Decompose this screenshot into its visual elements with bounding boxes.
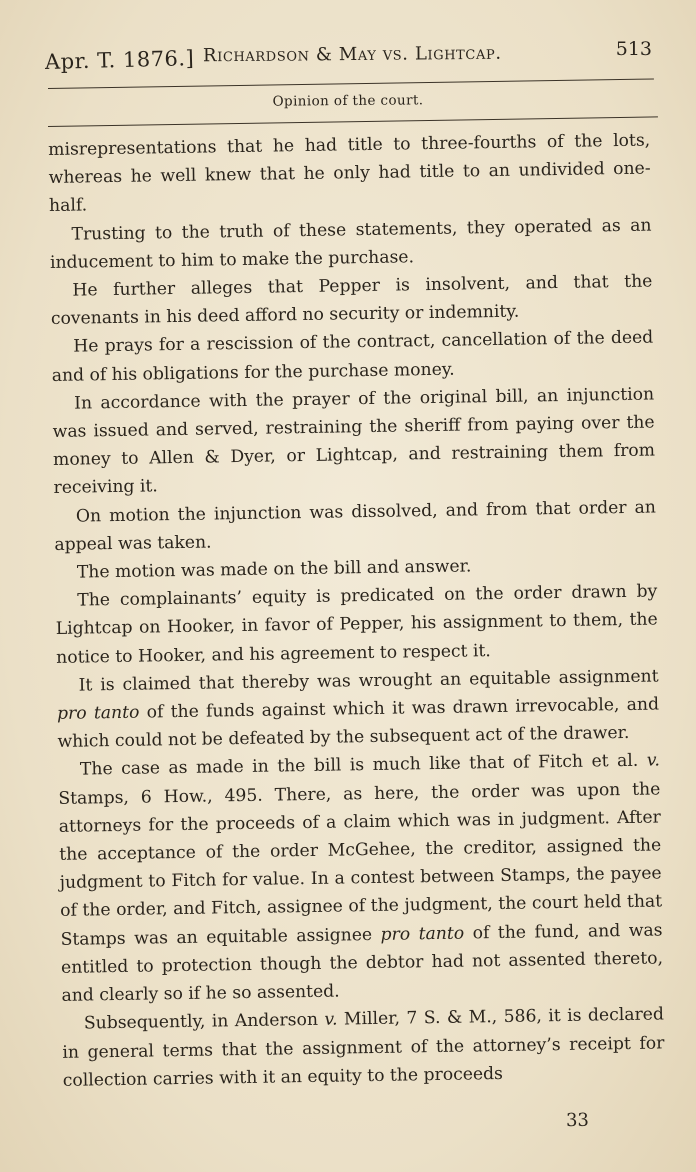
paragraph-text: On motion the injunction was dissolved, and from that order an appeal was taken.: [54, 497, 657, 555]
paragraph-text: He prays for a rescission of the contract, cancellation of the deed and of his obligations for the purchase money.: [51, 327, 654, 386]
paragraph: [49, 211, 652, 277]
paragraph: [48, 127, 651, 221]
paragraph: [51, 324, 654, 390]
paragraph-text: In accordance with the prayer of the original bill, an injunction was issued and served, restraining the sheriff from paying over the money to Allen & Dyer, or Lightcap, and restraining them from receiving it.: [52, 384, 656, 499]
running-header: [40, 38, 656, 78]
paragraph-text: He further alleges that Pepper is insolvent, and that the covenants in his deed afford no security or indemnity.: [50, 271, 653, 330]
opinion-body: [48, 127, 665, 1095]
paragraph-text: Trusting to the truth of these statements, they operated as an inducement to him to make the purchase.: [49, 215, 652, 273]
paragraph: [52, 380, 656, 502]
paragraph: [58, 747, 664, 1010]
paragraph: [56, 662, 659, 756]
paragraph: [55, 578, 658, 672]
page-number: 513: [615, 38, 652, 60]
header-rule-bottom: [48, 116, 658, 127]
section-subheading: Opinion of the court.: [272, 92, 424, 110]
italic-text: pro tanto: [56, 702, 140, 724]
case-title: Richardson & May vs. Lightcap.: [202, 42, 502, 67]
paragraph: [54, 493, 657, 559]
header-rule-top: [48, 78, 654, 89]
paragraph: [50, 268, 653, 334]
paragraph-text: The complainants’ equity is predicated on the order drawn by Lightcap on Hooker, in favor of Pepper, his assignment to them, the notice to Hooker, and his agreement to respect it.: [55, 581, 658, 668]
paragraph-text: Miller, 7 S. & M., 586, it is declared in general terms that the assignment of the attorney’s receipt for collection carries with it an equity to the proceeds: [62, 1004, 665, 1091]
paragraph-text: The motion was made on the bill and answer.: [76, 556, 472, 583]
term-label: Apr. T. 1876.]: [44, 46, 195, 74]
signature-mark: 33: [565, 1109, 590, 1132]
paragraph-text: of the funds against which it was drawn irrevocable, and which could not be defeated by the subsequent act of the drawer.: [57, 694, 660, 753]
paragraph-text: of the fund, and was entitled to protection though the debtor had not assented thereto, and clearly so if he so assented.: [60, 920, 664, 1006]
paragraph: [62, 1001, 665, 1095]
paragraph-text: misrepresentations that he had title to three-fourths of the lots, whereas he well knew that he only had title to an undivided one-half.: [48, 130, 651, 217]
paragraph-text: The case as made in the bill is much like that of Fitch et al.: [79, 751, 647, 781]
paragraph-text: Stamps, 6 How., 495. There, as here, the order was upon the attorneys for the proceeds of a claim which was in judgment. After the acceptance of the order McGehee, the creditor, assigned the judgment to Fitch for value. In a contest between Stamps, the payee of the order, and Fitch, assignee of the judgment, the court held that Stamps was an equitable assignee: [58, 779, 663, 950]
paragraph-text: It is claimed that thereby was wrought an equitable assignment: [78, 666, 659, 696]
paragraph-text: Subsequently, in Anderson: [83, 1010, 325, 1034]
italic-text: pro tanto: [380, 923, 465, 945]
italic-text: v.: [324, 1009, 338, 1031]
italic-text: v.: [646, 750, 661, 772]
